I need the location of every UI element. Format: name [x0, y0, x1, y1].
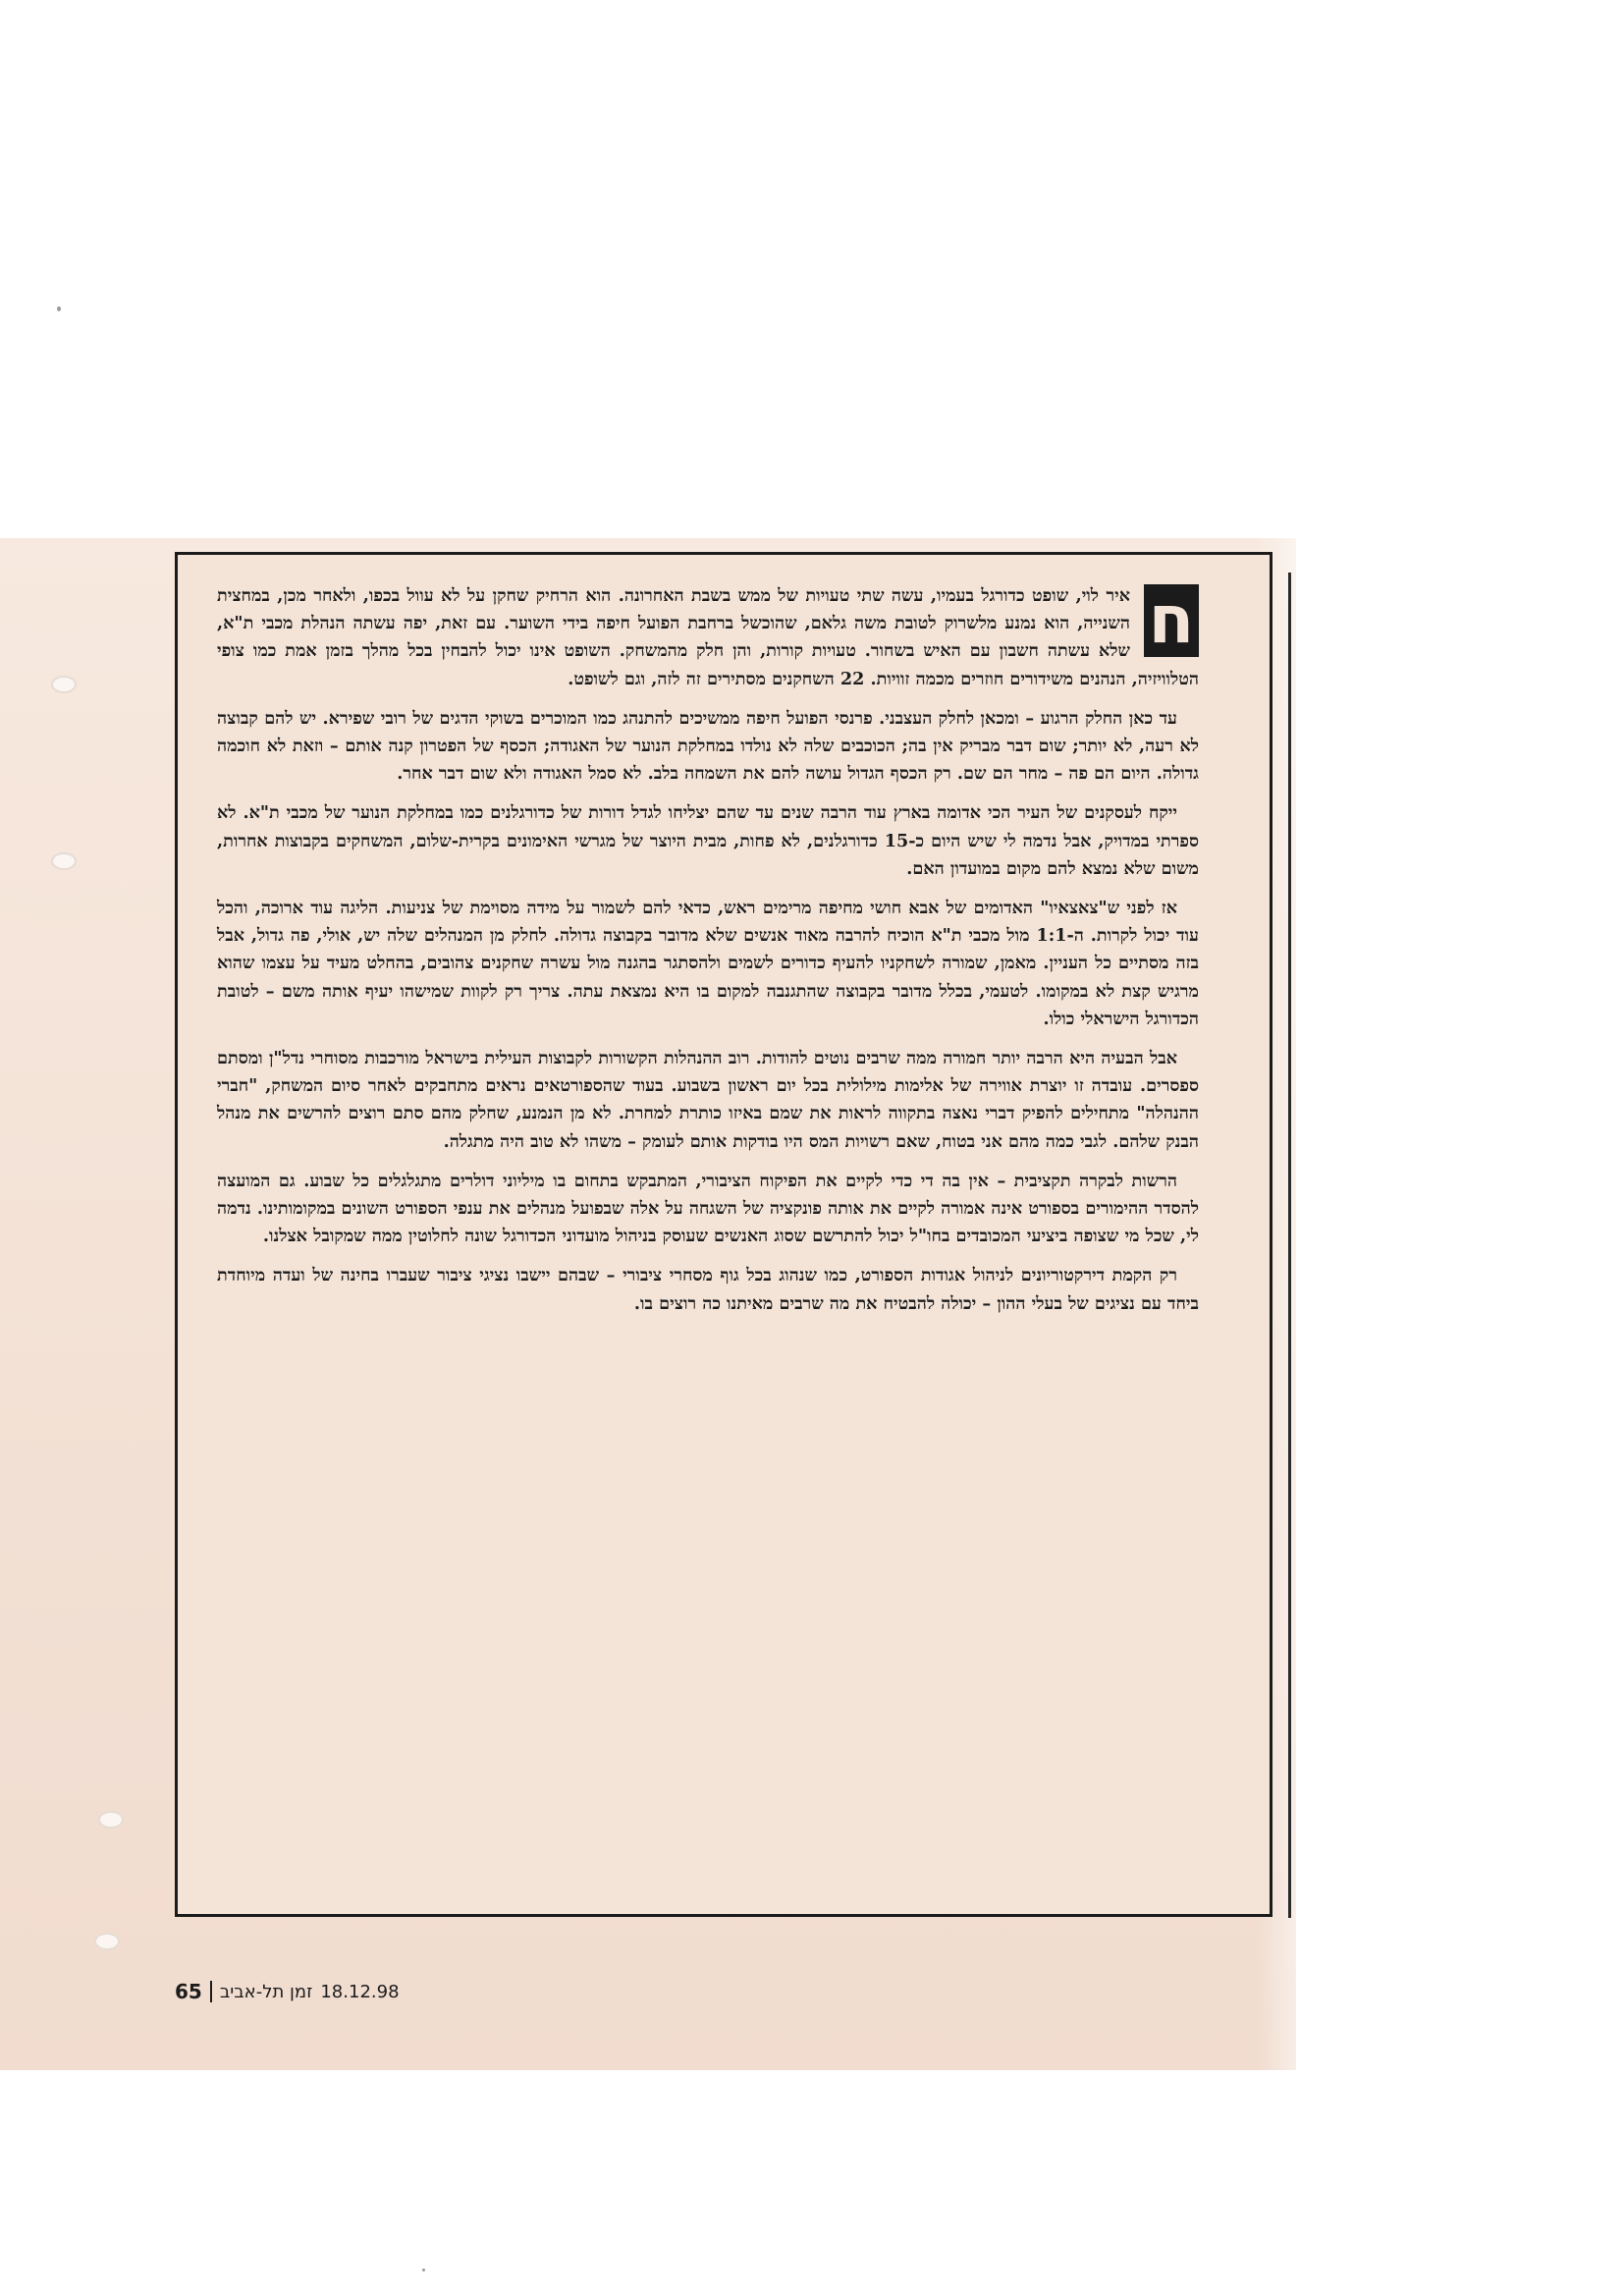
article-paragraph [217, 582, 1199, 693]
punch-hole [51, 676, 77, 693]
dust-speck [422, 2269, 425, 2271]
punch-hole [94, 1933, 120, 1950]
publication-name: זמן תל-אביב [219, 1981, 313, 2002]
article-paragraph: עד כאן החלק הרגוע – ומכאן לחלק העצבני. פרנסי הפועל חיפה ממשיכים להתנהג כמו המוכרים בשוקי הדגים של רובי שפירא. יש להם קבוצה לא רעה, לא יותר; שום דבר מבריק אין בה; הכוכבים שלה לא נולדו במחלקת הנוער של האגודה; הכסף של הפטרון קנה אותם – וזאת לא חוכמה גדולה. היום הם פה – מחר הם שם. רק הכסף הגדול עושה להם את השמחה בלב. לא סמל האגודה ולא שום דבר אחר. [217, 707, 1199, 785]
article-body [217, 582, 1199, 1330]
punch-hole [51, 852, 77, 870]
article-paragraph: רק הקמת דירקטוריונים לניהול אגודות הספורט, כמו שנהוג בכל גוף מסחרי ציבורי – שבהם יישבו נציגי ציבור שעברו בחינה של ועדה מיוחדת ביחד עם נציגים של בעלי ההון – יכולה להבטיח את מה שרבים מאיתנו כה רוצים בו. [217, 1265, 1199, 1314]
drop-cap: ח [1144, 584, 1199, 657]
page-footer [175, 1980, 400, 2003]
article-box [175, 552, 1272, 1917]
article-paragraph: ייקח לעסקנים של העיר הכי אדומה בארץ עוד הרבה שנים עד שהם יצליחו לגדל דורות של כדורגלנים כמו במחלקת הנוער של מכבי ת"א. לא ספרתי במדויק, אבל נדמה לי שיש היום כ-15 כדורגלנים, לא פחות, מבית היוצר של מגרשי האימונים בקרית-שלום, המשחקים בקבוצות אחרות, משום שלא נמצא להם מקום במועדון האם. [217, 802, 1200, 879]
dust-speck [57, 306, 61, 311]
article-paragraph: אבל הבעיה היא הרבה יותר חמורה ממה שרבים נוטים להודות. רוב ההנהלות הקשורות לקבוצות העילית בישראל מורכבות מסוחרי נדל"ן ומסתם ספסרים. עובדה זו יוצרת אווירה של אלימות מילולית בכל יום ראשון בשבוע. בעוד שהספורטאים נראים מתחבקים לאחר סיום המשחק, "חברי ההנהלה" מתחילים להפיק דברי נאצה בתקווה לראות את שמם באיזו כותרת למחרת. לא מן הנמנע, שחלק מהם סתם רוצים להרשים את מנהל הבנק שלהם. לגבי כמה מהם אני בטוח, שאם רשויות המס היו בודקות אותם לעומק – משהו לא טוב היה מתגלה. [217, 1048, 1199, 1152]
punch-hole [98, 1811, 124, 1829]
paragraph-text: איר לוי, שופט כדורגל בעמיו, עשה שתי טעויות של ממש בשבת האחרונה. הוא הרחיק שחקן על לא עוול בכפו, ולאחר מכן, במחצית השנייה, הוא נמנע מלשרוק לטובת משה גלאם, שהוכשל ברחבת הפועל חיפה בידי השוער. עם זאת, יפה עשתה הנהלת מכבי ת"א, שלא עשתה חשבון עם האיש בשחור. טעויות קורות, והן חלק מהמשחק. השופט אינו יכול להבחין בכל מהלך בזמן אמת כמו צופי הטלוויזיה, הנהנים משידורים חוזרים מכמה זוויות. 22 השחקנים מסתירים זה לזה, וגם לשופט. [217, 585, 1199, 689]
page-number: 65 [175, 1980, 202, 2003]
publication-date: 18.12.98 [320, 1981, 400, 2002]
article-paragraph: אז לפני ש"צאצאיו" האדומים של אבא חושי מחיפה מרימים ראש, כדאי להם לשמור על מידה מסוימת של צניעות. הליגה עוד ארוכה, והכל עוד יכול לקרות. ה-1:1 מול מכבי ת"א הוכיח להרבה מאוד אנשים שלא מדובר בקבוצה גדולה. לחלק מן המנהלים שלה יש, אולי, פה גדול, אבל בזה מסתיים כל העניין. מאמן, שמורה לשחקניו להעיף כדורים לשמים ולהסתגר בהגנה מול עשרה שחקנים צהובים, בהחלט מעיד על עצמו שהוא מרגיש קצת לא במקומו. לטעמי, בכלל מדובר בקבוצה שהתגנבה למקום בו היא נמצאת עתה. צריך רק לקוות שמישהו יעיף אותה משם – לטובת הכדורגל הישראלי כולו. [217, 898, 1199, 1029]
article-paragraph: הרשות לבקרה תקציבית – אין בה די כדי לקיים את הפיקוח הציבורי, המתבקש בתחום בו מיליוני דולרים מתגלגלים כל שבוע. גם המועצה להסדר ההימורים בספורט אינה אמורה לקיים את אותה פונקציה של השגחה על אלה שבפועל מנהלים את ענפי הספורט השונים במקומותינו. נדמה לי, שכל מי שצופה ביציעי המכובדים בחו"ל יכול להתרשם שסוג האנשים שעוסק בניהול מועדוני הכדורגל שונה לחלוטין ממה שמקובל אצלנו. [217, 1170, 1199, 1247]
footer-separator [210, 1981, 212, 2002]
